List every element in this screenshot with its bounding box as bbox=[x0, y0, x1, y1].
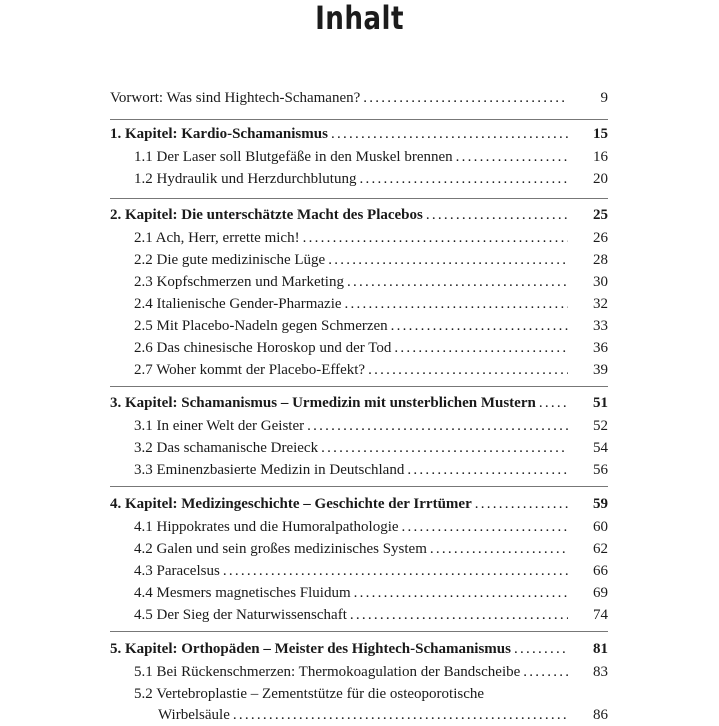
toc-page-number: 28 bbox=[568, 249, 608, 271]
toc-section-2-7[interactable] bbox=[134, 359, 608, 381]
toc-section-1-2[interactable] bbox=[134, 168, 608, 190]
dot-leader bbox=[399, 516, 568, 538]
dot-leader bbox=[347, 604, 568, 626]
toc-page-number: 32 bbox=[568, 293, 608, 315]
toc-entry-title: 2.4 Italienische Gender-Pharmazie bbox=[134, 296, 342, 312]
toc-page-number: 83 bbox=[568, 661, 608, 683]
toc-section-3-3[interactable] bbox=[134, 459, 608, 481]
toc-entry-title: 2.3 Kopfschmerzen und Marketing bbox=[134, 274, 344, 290]
toc-page-number: 20 bbox=[568, 168, 608, 190]
toc-entry-title: 3. Kapitel: Schamanismus – Urmedizin mit unsterblichen Mustern bbox=[110, 395, 536, 411]
dot-leader bbox=[520, 661, 568, 683]
toc-entry-vorwort[interactable] bbox=[110, 87, 608, 109]
toc-entry-title: 2.6 Das chinesische Horoskop und der Tod bbox=[134, 340, 392, 356]
toc-page-number: 59 bbox=[568, 493, 608, 515]
toc-section-4-1[interactable] bbox=[134, 516, 608, 538]
toc-entry-title: 4.2 Galen und sein großes medizinisches System bbox=[134, 541, 427, 557]
toc-entry-title: 2.2 Die gute medizinische Lüge bbox=[134, 252, 326, 268]
toc-entry-title: 2.1 Ach, Herr, errette mich! bbox=[134, 230, 300, 246]
dot-leader bbox=[472, 493, 568, 515]
toc-page-number: 86 bbox=[568, 704, 608, 726]
toc-page-number: 25 bbox=[568, 204, 608, 226]
toc-chapter-1[interactable] bbox=[110, 123, 608, 145]
section-divider bbox=[110, 386, 608, 387]
toc-page-number: 66 bbox=[568, 560, 608, 582]
toc-entry-title: 3.2 Das schamanische Dreieck bbox=[134, 440, 319, 456]
section-divider bbox=[110, 486, 608, 487]
dot-leader bbox=[342, 293, 568, 315]
dot-leader bbox=[230, 704, 568, 726]
dot-leader bbox=[325, 249, 568, 271]
toc-section-4-5[interactable] bbox=[134, 604, 608, 626]
toc-section-5-2-line2[interactable] bbox=[158, 704, 608, 726]
toc-entry-title: 1.1 Der Laser soll Blutgefäße in den Muskel brennen bbox=[134, 149, 453, 165]
toc-page-number: 26 bbox=[568, 227, 608, 249]
toc-entry-title: Vorwort: Was sind Hightech-Schamanen? bbox=[110, 90, 361, 106]
section-divider bbox=[110, 631, 608, 632]
toc-page-number: 54 bbox=[568, 437, 608, 459]
toc-page-number: 33 bbox=[568, 315, 608, 337]
toc-section-2-4[interactable] bbox=[134, 293, 608, 315]
dot-leader bbox=[304, 415, 568, 437]
toc-entry-title: 4.5 Der Sieg der Naturwissenschaft bbox=[134, 607, 347, 623]
toc-entry-title: 4.4 Mesmers magnetisches Fluidum bbox=[134, 585, 351, 601]
toc-page-number: 30 bbox=[568, 271, 608, 293]
toc-section-4-3[interactable] bbox=[134, 560, 608, 582]
toc-entry-title: 4. Kapitel: Medizingeschichte – Geschichte der Irrtümer bbox=[110, 496, 472, 512]
dot-leader bbox=[423, 204, 568, 226]
dot-leader bbox=[300, 227, 568, 249]
toc-entry-title: 4.1 Hippokrates und die Humoralpathologie bbox=[134, 519, 399, 535]
dot-leader bbox=[404, 459, 568, 481]
toc-entry-title: 5.1 Bei Rückenschmerzen: Thermokoagulation der Bandscheibe bbox=[134, 664, 521, 680]
toc-entry-title: 5. Kapitel: Orthopäden – Meister des Hightech-Schamanismus bbox=[110, 641, 511, 657]
toc-section-5-2-line1[interactable] bbox=[134, 683, 608, 705]
dot-leader bbox=[318, 437, 568, 459]
toc-page-number: 81 bbox=[568, 638, 608, 660]
toc-page-number: 15 bbox=[568, 123, 608, 145]
toc-section-3-2[interactable] bbox=[134, 437, 608, 459]
dot-leader bbox=[511, 638, 568, 660]
toc-section-1-1[interactable] bbox=[134, 146, 608, 168]
toc-entry-title: 1. Kapitel: Kardio-Schamanismus bbox=[110, 126, 328, 142]
dot-leader bbox=[365, 359, 568, 381]
toc-section-2-5[interactable] bbox=[134, 315, 608, 337]
toc-page-number: 9 bbox=[568, 87, 608, 109]
toc-page-number: 56 bbox=[568, 459, 608, 481]
toc-section-4-4[interactable] bbox=[134, 582, 608, 604]
section-divider bbox=[110, 198, 608, 199]
toc-section-2-1[interactable] bbox=[134, 227, 608, 249]
toc-section-2-3[interactable] bbox=[134, 271, 608, 293]
toc-chapter-5[interactable] bbox=[110, 638, 608, 660]
toc-chapter-4[interactable] bbox=[110, 493, 608, 515]
toc-section-4-2[interactable] bbox=[134, 538, 608, 560]
toc-chapter-3[interactable] bbox=[110, 392, 608, 414]
toc-page-number: 52 bbox=[568, 415, 608, 437]
toc-entry-title: 1.2 Hydraulik und Herzdurchblutung bbox=[134, 171, 357, 187]
toc-entry-title: 2.5 Mit Placebo-Nadeln gegen Schmerzen bbox=[134, 318, 388, 334]
toc-section-2-6[interactable] bbox=[134, 337, 608, 359]
dot-leader bbox=[391, 337, 568, 359]
section-divider bbox=[110, 119, 608, 120]
dot-leader bbox=[453, 146, 568, 168]
toc-page-number: 74 bbox=[568, 604, 608, 626]
toc-page-number: 51 bbox=[568, 392, 608, 414]
toc-page-number: 36 bbox=[568, 337, 608, 359]
toc-entry-title: 3.1 In einer Welt der Geister bbox=[134, 418, 305, 434]
toc-page-number: 69 bbox=[568, 582, 608, 604]
toc-entry-title: 3.3 Eminenzbasierte Medizin in Deutschland bbox=[134, 462, 405, 478]
dot-leader bbox=[388, 315, 568, 337]
dot-leader bbox=[536, 392, 568, 414]
toc-page-number: 62 bbox=[568, 538, 608, 560]
dot-leader bbox=[356, 168, 568, 190]
toc-chapter-2[interactable] bbox=[110, 204, 608, 226]
page-title: Inhalt bbox=[315, 0, 404, 37]
dot-leader bbox=[427, 538, 568, 560]
dot-leader bbox=[360, 87, 568, 109]
toc-page-number: 60 bbox=[568, 516, 608, 538]
toc-page-number: 16 bbox=[568, 146, 608, 168]
dot-leader bbox=[328, 123, 568, 145]
dot-leader bbox=[344, 271, 568, 293]
toc-entry-title-continuation: Wirbelsäule bbox=[158, 707, 230, 723]
toc-entry-title: 4.3 Paracelsus bbox=[134, 563, 220, 579]
toc-entry-title: 2. Kapitel: Die unterschätzte Macht des Placebos bbox=[110, 207, 423, 223]
toc-section-5-1[interactable] bbox=[134, 661, 608, 683]
toc-entry-title: 5.2 Vertebroplastie – Zementstütze für die osteoporotische bbox=[134, 686, 485, 702]
toc-entry-title: 2.7 Woher kommt der Placebo-Effekt? bbox=[134, 362, 366, 378]
toc-section-2-2[interactable] bbox=[134, 249, 608, 271]
dot-leader bbox=[351, 582, 568, 604]
toc-section-3-1[interactable] bbox=[134, 415, 608, 437]
toc-page-number: 39 bbox=[568, 359, 608, 381]
dot-leader bbox=[220, 560, 568, 582]
